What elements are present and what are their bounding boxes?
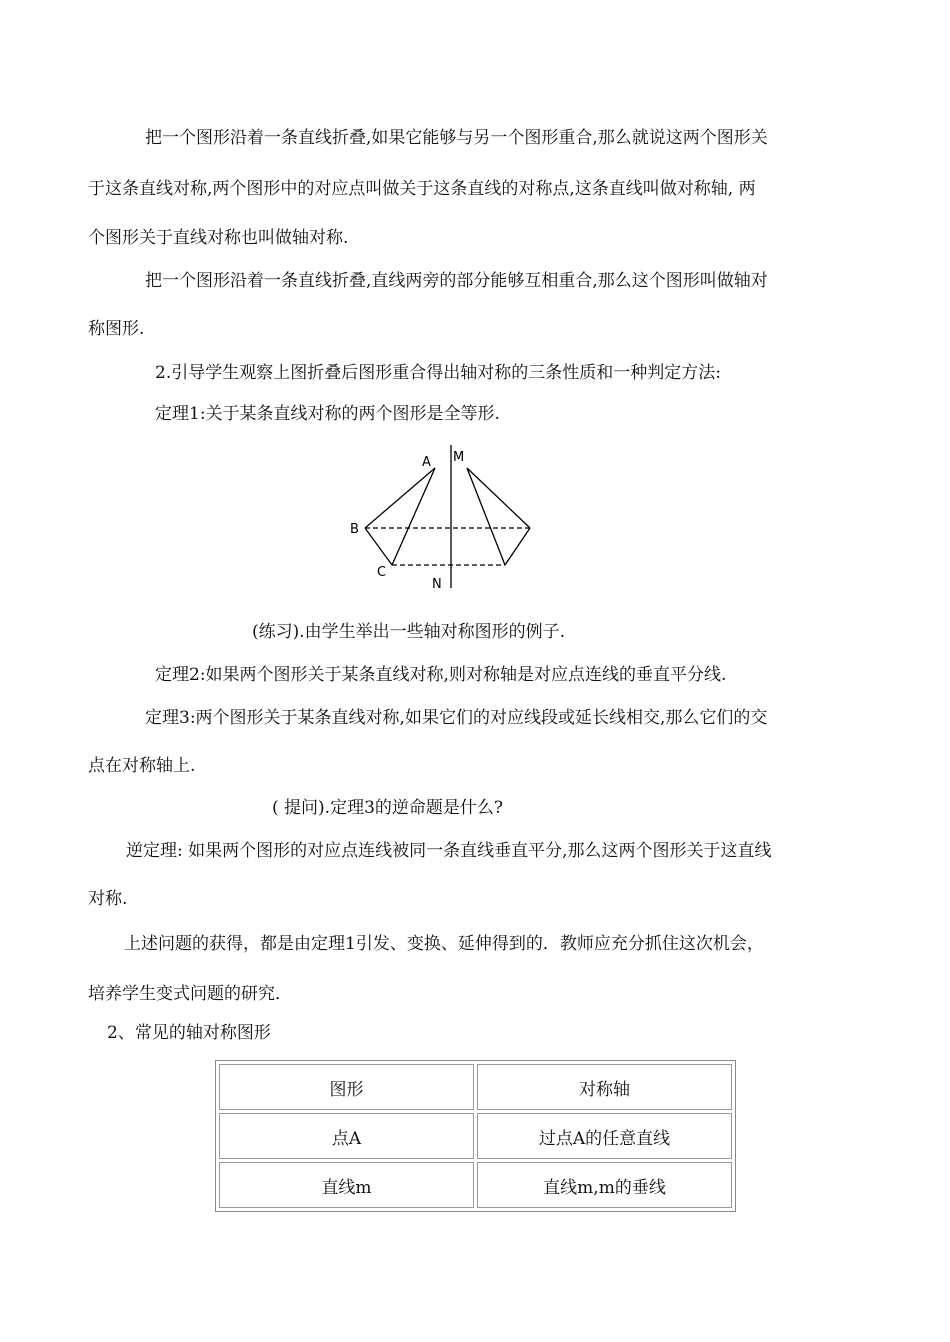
table-header-row [219,1064,732,1110]
label-n: N [432,577,442,590]
table-cell: 直线m [219,1162,474,1208]
segment-ab [365,468,435,528]
text-line: 培养学生变式问题的研究． [88,984,292,1004]
segment-ac [392,468,435,565]
text-line: 逆定理: 如果两个图形的对应点连线被同一条直线垂直平分,那么这两个图形关于这直线 [126,841,772,861]
text-line: 称图形. [88,319,145,339]
text-line: 把一个图形沿着一条直线折叠,直线两旁的部分能够互相重合,那么这个图形叫做轴对 [145,271,768,291]
question-text: ( 提问).定理3的逆命题是什么? [272,798,504,818]
label-m: M [453,450,465,465]
segment-right-bottom [505,528,530,565]
theorem-2: 定理2:如果两个图形关于某条直线对称,则对称轴是对应点连线的垂直平分线. [155,665,727,685]
symmetry-figure [340,440,540,590]
label-c: C [377,565,387,580]
segment-bc [365,528,392,565]
text-line: 对称. [88,889,128,909]
table-header-cell: 对称轴 [477,1064,732,1110]
instruction-text: 2.引导学生观察上图折叠后图形重合得出轴对称的三条性质和一种判定方法: [155,363,721,383]
text-line: 个图形关于直线对称也叫做轴对称. [88,228,349,248]
label-b: B [350,522,359,537]
section-2-title: 2、常见的轴对称图形 [107,1023,271,1043]
segment-right-inner [467,468,505,565]
table-cell: 直线m,m的垂线 [477,1162,732,1208]
symmetry-table [215,1060,736,1212]
text-line: 于这条直线对称,两个图形中的对应点叫做关于这条直线的对称点,这条直线叫做对称轴, 两 [88,179,756,199]
table-row [219,1113,732,1159]
text-line: 定理3:两个图形关于某条直线对称,如果它们的对应线段或延长线相交,那么它们的交 [145,708,768,728]
table-cell: 点A [219,1113,474,1159]
table-cell: 过点A的任意直线 [477,1113,732,1159]
segment-right-top [467,468,530,528]
theorem-1: 定理1:关于某条直线对称的两个图形是全等形. [155,404,500,424]
text-line: 点在对称轴上. [88,756,196,776]
text-line: 把一个图形沿着一条直线折叠,如果它能够与另一个图形重合,那么就说这两个图形关 [145,128,768,148]
table-header-cell: 图形 [219,1064,474,1110]
table-row [219,1162,732,1208]
label-a: A [422,455,431,470]
text-line: 上述问题的获得，都是由定理1引发、变换、延伸得到的．教师应充分抓住这次机会， [124,934,764,954]
exercise-text: (练习).由学生举出一些轴对称图形的例子. [252,622,566,642]
